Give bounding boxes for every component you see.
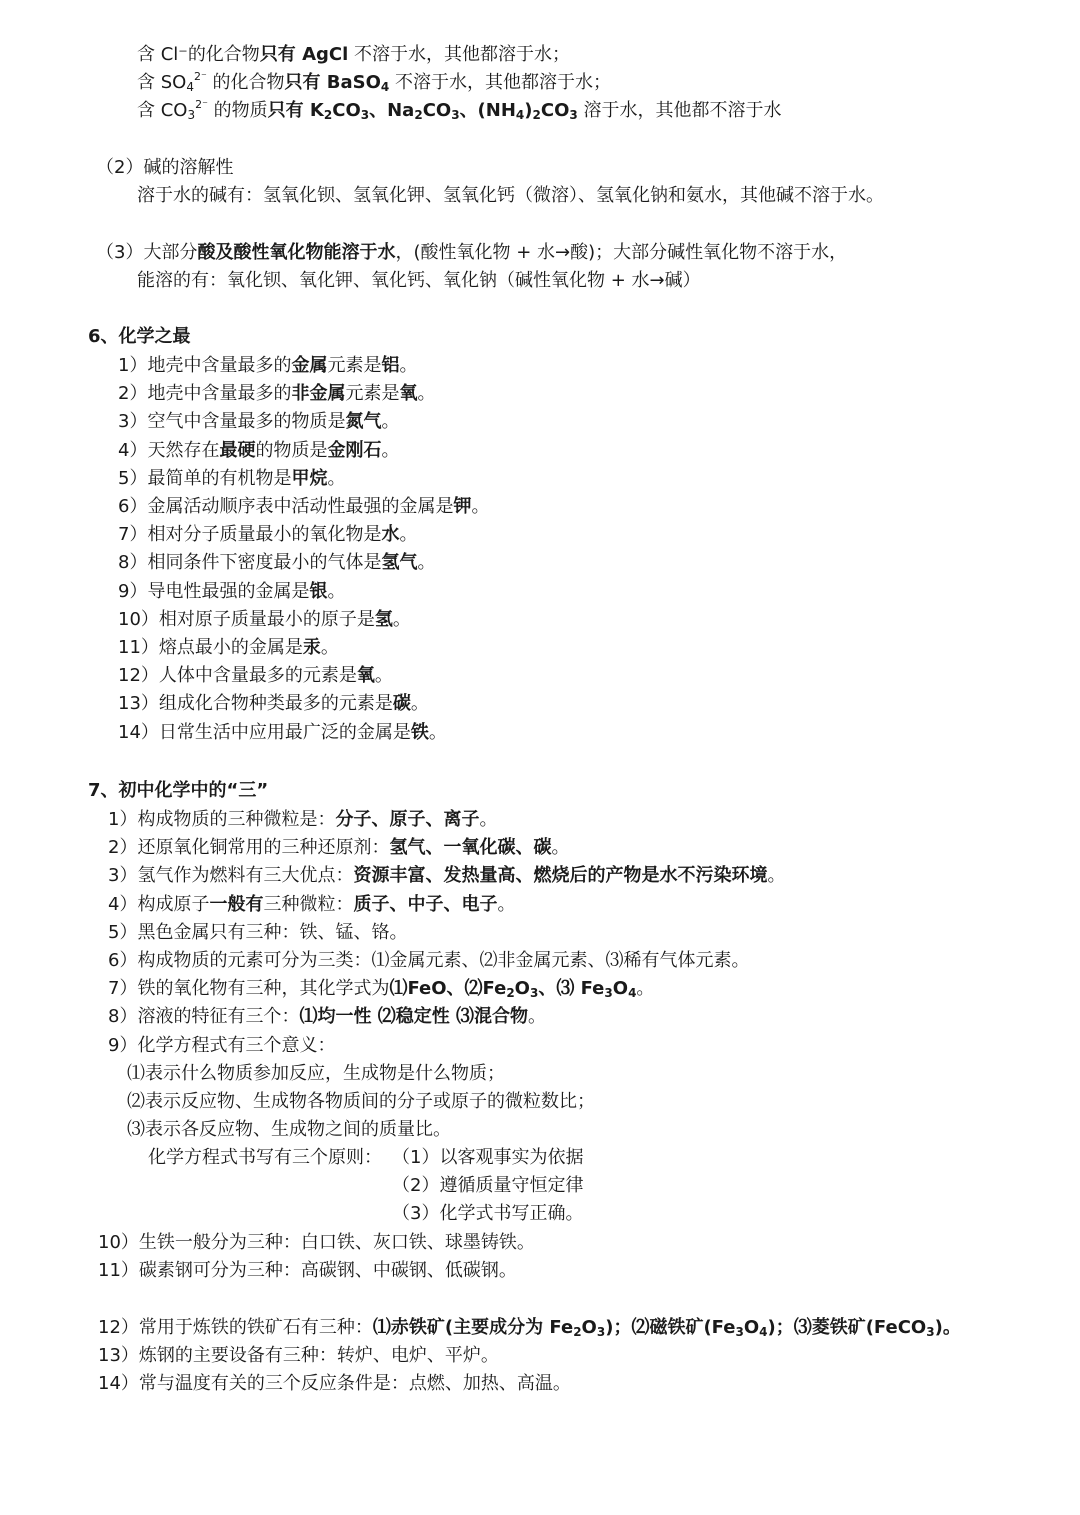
- text-segment: 汞: [302, 637, 321, 658]
- text-segment: 资源丰富、发热量高、燃烧后的产物是水不污染环境: [353, 865, 768, 887]
- text-segment: 氧: [399, 383, 418, 405]
- text-segment: 含 SO: [137, 72, 187, 93]
- subscript: 3: [360, 108, 370, 122]
- subscript: 2: [414, 108, 423, 122]
- list-item: ⑶表示各反应物、生成物之间的质量比。: [127, 1119, 451, 1141]
- solubility-cl-line: [137, 41, 570, 69]
- text-segment: 。: [767, 865, 786, 887]
- base-solubility-heading: （2）碱的溶解性: [96, 157, 234, 178]
- solubility-so4-line: [137, 69, 611, 97]
- text-segment: ): [524, 100, 533, 121]
- list-item: [118, 408, 399, 436]
- text-segment: 质子、中子、电子: [353, 893, 498, 915]
- list-item: [98, 1229, 535, 1257]
- text-segment: )；⑵磁铁矿(Fe: [605, 1317, 736, 1338]
- list-item: [98, 1314, 961, 1342]
- subscript: 3: [451, 108, 460, 122]
- text-segment: 元素是: [345, 383, 400, 405]
- text-segment: ⁻: [178, 44, 188, 65]
- text-segment: （3）大部分: [96, 242, 198, 263]
- list-item: [108, 975, 654, 1003]
- text-segment: 1）构成物质的三种微粒是：: [108, 809, 336, 830]
- subscript: 3: [735, 1325, 744, 1339]
- text-segment: 。: [471, 496, 490, 517]
- text-segment: 金刚石: [327, 439, 382, 461]
- list-item: [118, 380, 435, 408]
- text-segment: )。: [934, 1317, 961, 1338]
- text-segment: 。: [327, 580, 346, 602]
- text-segment: 13）组成化合物种类最多的元素是: [118, 693, 393, 715]
- list-item: [118, 465, 345, 493]
- text-segment: 的化合物: [187, 44, 260, 65]
- list-item: [108, 862, 785, 890]
- text-segment: 14）日常生活中应用最广泛的金属是: [118, 721, 411, 743]
- text-segment: 氧: [356, 665, 375, 687]
- list-item: [108, 1032, 335, 1060]
- basic-oxide-text: 能溶的有：氧化钡、氧化钾、氧化钙、氧化钠（碱性氧化物 + 水→碱）: [137, 270, 701, 291]
- list-item: [118, 437, 399, 465]
- list-item: [98, 1257, 517, 1285]
- text-segment: 。: [551, 837, 570, 859]
- text-segment: 含 CO: [137, 100, 188, 121]
- text-segment: 。: [417, 552, 436, 574]
- text-segment: 12）人体中含量最多的元素是: [118, 665, 357, 687]
- text-segment: 的化合物: [206, 72, 285, 93]
- list-item: ⑴表示什么物质参加反应，生成物是什么物质；: [127, 1063, 505, 1084]
- text-segment: CO: [540, 100, 570, 121]
- list-item: [108, 919, 407, 947]
- section-7-heading: 7、初中化学中的“三”: [88, 780, 269, 801]
- text-segment: 不溶于水，其他都溶于水；: [389, 72, 612, 93]
- text-segment: 水: [381, 524, 400, 546]
- text-segment: 分子、原子、离子: [335, 809, 480, 830]
- text-segment: 只有 AgCl: [259, 44, 349, 65]
- text-segment: 。: [497, 893, 516, 915]
- subscript: 4: [515, 108, 525, 122]
- text-segment: 5）黑色金属只有三种：铁、锰、铬。: [108, 921, 408, 943]
- list-item: [118, 549, 435, 577]
- text-segment: 非金属: [291, 383, 346, 405]
- text-segment: 的物质是: [255, 439, 328, 461]
- list-item: [98, 1342, 499, 1370]
- text-segment: 14）常与温度有关的三个反应条件是：点燃、加热、高温。: [98, 1373, 571, 1395]
- text-segment: 金属: [291, 355, 328, 376]
- text-segment: 。: [410, 693, 429, 715]
- text-segment: 钾: [453, 496, 472, 517]
- text-segment: ⑴赤铁矿(主要成分为 Fe: [372, 1317, 574, 1338]
- text-segment: 7）相对分子质量最小的氧化物是: [118, 524, 382, 546]
- list-item: （3）化学式书写正确。: [392, 1203, 584, 1225]
- acid-oxide-line: [96, 239, 847, 267]
- list-item: [118, 634, 339, 662]
- principles-label: 化学方程式书写有三个原则：: [148, 1147, 382, 1168]
- text-segment: 氢: [374, 608, 393, 630]
- list-item: [108, 947, 749, 975]
- text-segment: 9）导电性最强的金属是: [118, 580, 310, 602]
- superscript: 2⁻: [195, 98, 208, 111]
- text-segment: 2）还原氧化铜常用的三种还原剂：: [108, 837, 390, 859]
- subscript: 2: [323, 108, 333, 122]
- text-segment: 1）地壳中含量最多的: [118, 355, 292, 376]
- subscript: 4: [380, 80, 390, 94]
- text-segment: 13）炼钢的主要设备有三种：转炉、电炉、平炉。: [98, 1345, 499, 1367]
- text-segment: 。: [392, 608, 411, 630]
- section-6-heading: 6、化学之最: [88, 326, 191, 347]
- text-segment: 。: [320, 637, 339, 658]
- text-segment: 银: [309, 580, 328, 602]
- list-item: [118, 690, 429, 718]
- text-segment: 铝: [381, 355, 400, 376]
- list-item: [118, 493, 489, 521]
- subscript: 4: [759, 1325, 768, 1339]
- list-item: [98, 1370, 571, 1398]
- list-item: [118, 662, 393, 690]
- subscript: 2: [506, 986, 515, 1001]
- text-segment: 。: [374, 665, 393, 687]
- text-segment: 3）空气中含量最多的物质是: [118, 411, 346, 433]
- text-segment: 酸及酸性氧化物能溶于水: [197, 242, 396, 263]
- text-segment: 铁: [410, 721, 429, 743]
- text-segment: 、Na: [369, 100, 415, 121]
- text-segment: 。: [417, 383, 436, 405]
- list-item: （1）以客观事实为依据: [392, 1147, 584, 1168]
- text-segment: O: [743, 1317, 760, 1338]
- text-segment: 6）金属活动顺序表中活动性最强的金属是: [118, 496, 454, 517]
- text-segment: 、(NH: [459, 100, 516, 121]
- text-segment: 11）碳素钢可分为三种：高碳钢、中碳钢、低碳钢。: [98, 1260, 517, 1282]
- text-segment: 。: [428, 721, 447, 743]
- text-segment: 8）溶液的特征有三个：: [108, 1006, 300, 1028]
- text-segment: 。: [399, 355, 418, 376]
- superscript: 2⁻: [193, 70, 207, 83]
- text-segment: 最硬: [219, 439, 256, 461]
- text-segment: 氮气: [345, 411, 382, 433]
- text-segment: 4）天然存在: [118, 439, 220, 461]
- text-segment: 2）地壳中含量最多的: [118, 383, 292, 405]
- text-segment: O: [514, 978, 530, 1000]
- text-segment: 氢气、一氧化碳、碳: [389, 837, 552, 859]
- text-segment: 只有 BaSO: [284, 72, 381, 93]
- solubility-co3-line: [137, 97, 781, 125]
- list-item: [118, 606, 411, 634]
- text-segment: 碳: [392, 693, 411, 715]
- subscript: 3: [529, 986, 539, 1001]
- subscript: 3: [596, 1325, 606, 1339]
- list-item: [108, 834, 569, 862]
- text-segment: 甲烷: [291, 467, 328, 489]
- subscript: 4: [186, 80, 194, 94]
- list-item: [108, 806, 497, 834]
- text-segment: 。: [399, 524, 418, 546]
- text-segment: 。: [479, 809, 498, 830]
- text-segment: 。: [636, 978, 655, 1000]
- text-segment: 12）常用于炼铁的铁矿石有三种：: [98, 1317, 373, 1338]
- text-segment: 7）铁的氧化物有三种，其化学式为: [108, 978, 390, 1000]
- text-segment: 10）相对原子质量最小的原子是: [118, 608, 375, 630]
- list-item: （2）遵循质量守恒定律: [392, 1175, 584, 1197]
- subscript: 3: [604, 986, 613, 1001]
- subscript: 3: [187, 108, 196, 122]
- subscript: 2: [532, 108, 541, 122]
- text-segment: ⑴FeO、⑵Fe: [389, 978, 507, 1000]
- text-segment: 不溶于水，其他都溶于水；: [348, 44, 571, 65]
- text-segment: 一般有: [209, 893, 264, 915]
- list-item: [118, 352, 417, 380]
- text-segment: 9）化学方程式有三个意义：: [108, 1034, 336, 1056]
- text-segment: 。: [528, 1006, 546, 1028]
- text-segment: 三种微粒：: [263, 893, 354, 915]
- text-segment: 11）熔点最小的金属是: [118, 637, 303, 658]
- text-segment: 、⑶ Fe: [538, 978, 605, 1000]
- list-item: [118, 521, 417, 549]
- text-segment: 溶于水，其他都不溶于水: [577, 100, 782, 121]
- text-segment: 只有 K: [267, 100, 324, 121]
- text-segment: 。: [381, 439, 400, 461]
- text-segment: 。: [381, 411, 400, 433]
- text-segment: 8）相同条件下密度最小的气体是: [118, 552, 382, 574]
- subscript: 4: [628, 986, 637, 1001]
- text-segment: CO: [422, 100, 452, 121]
- text-segment: O: [581, 1317, 597, 1338]
- list-item: [118, 719, 447, 747]
- text-segment: 的物质: [207, 100, 268, 121]
- text-segment: 氢气: [381, 552, 418, 574]
- text-segment: 元素是: [327, 355, 382, 376]
- text-segment: ⑴均一性 ⑵稳定性 ⑶混合物: [299, 1006, 528, 1028]
- list-item: [108, 891, 515, 919]
- text-segment: ，(酸性氧化物 + 水→酸)；大部分碱性氧化物不溶于水，: [395, 242, 848, 263]
- text-segment: 5）最简单的有机物是: [118, 467, 292, 489]
- text-segment: 含 Cl: [137, 44, 179, 65]
- list-item: ⑵表示反应物、生成物各物质间的分子或原子的微粒数比；: [127, 1091, 595, 1113]
- text-segment: )；⑶菱铁矿(FeCO: [767, 1317, 927, 1338]
- text-segment: O: [612, 978, 629, 1000]
- text-segment: 6）构成物质的元素可分为三类：⑴金属元素、⑵非金属元素、⑶稀有气体元素。: [108, 950, 750, 971]
- text-segment: 4）构成原子: [108, 893, 210, 915]
- list-item: [108, 1003, 546, 1031]
- subscript: 3: [926, 1325, 935, 1339]
- text-segment: 。: [327, 467, 346, 489]
- subscript: 3: [569, 108, 578, 122]
- text-segment: 10）生铁一般分为三种：白口铁、灰口铁、球墨铸铁。: [98, 1232, 535, 1253]
- subscript: 2: [573, 1325, 582, 1339]
- text-segment: CO: [332, 100, 361, 121]
- base-solubility-text: 溶于水的碱有：氢氧化钡、氢氧化钾、氢氧化钙（微溶）、氢氧化钠和氨水，其他碱不溶于水。: [137, 185, 884, 206]
- list-item: [118, 578, 345, 606]
- text-segment: 3）氢气作为燃料有三大优点：: [108, 865, 354, 887]
